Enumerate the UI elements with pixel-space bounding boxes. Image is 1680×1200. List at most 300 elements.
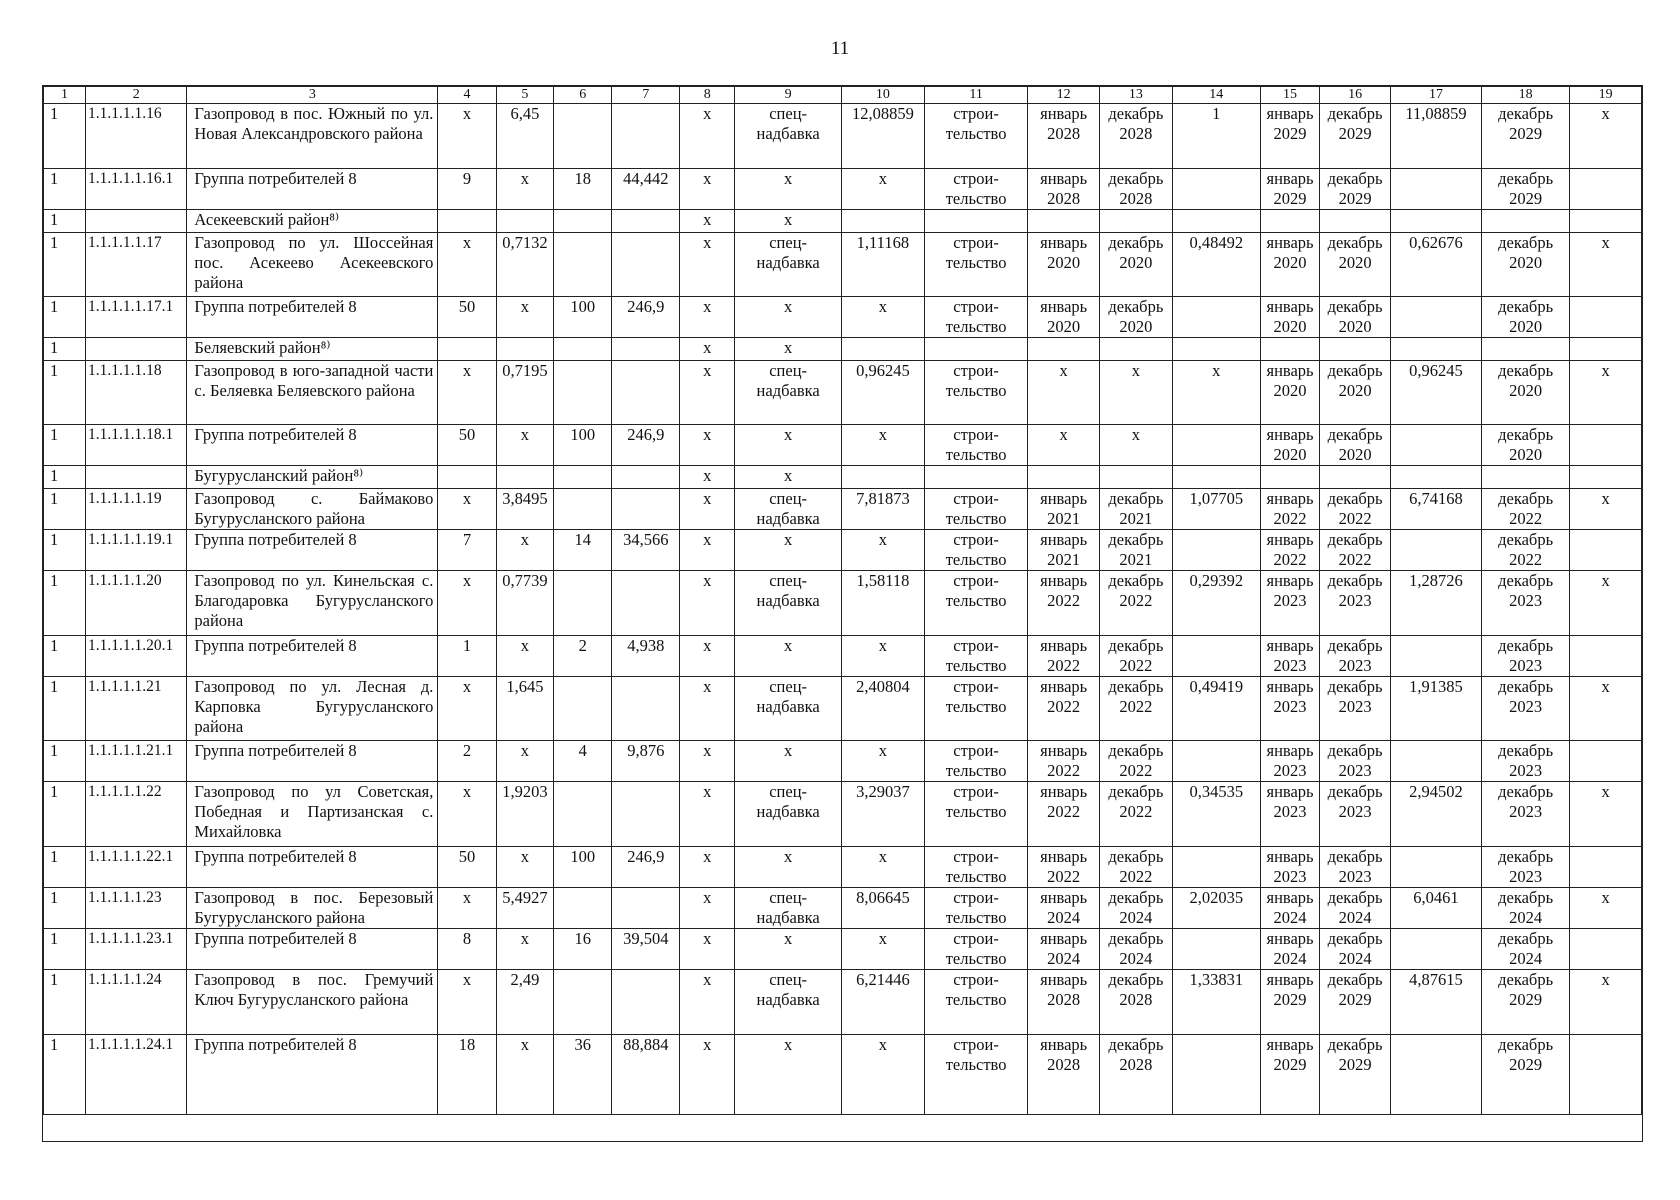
- table-cell: x: [496, 1035, 553, 1115]
- table-cell: [841, 338, 924, 361]
- table-cell: строи-тельство: [924, 489, 1027, 530]
- table-cell: спец-надбавка: [735, 489, 842, 530]
- table-cell: строи-тельство: [924, 677, 1027, 741]
- table-cell: 8: [438, 929, 496, 970]
- table-cell: декабрь 2022: [1100, 571, 1173, 636]
- table-cell: [1320, 338, 1391, 361]
- table-cell: x: [438, 233, 496, 297]
- table-cell: декабрь 2021: [1100, 489, 1173, 530]
- table-cell: 1: [44, 741, 86, 782]
- table-cell: 1: [44, 489, 86, 530]
- column-header-cell: 19: [1570, 87, 1642, 104]
- table-cell: x: [680, 888, 735, 929]
- table-cell: строи-тельство: [924, 970, 1027, 1035]
- table-cell: декабрь 2028: [1100, 1035, 1173, 1115]
- table-cell: январь 2021: [1028, 489, 1100, 530]
- table-cell: 0,7132: [496, 233, 553, 297]
- table-cell: [1482, 466, 1570, 489]
- table-cell: январь 2023: [1260, 782, 1319, 847]
- table-cell: x: [680, 489, 735, 530]
- table-cell: 2,49: [496, 970, 553, 1035]
- table-cell: x: [841, 636, 924, 677]
- table-cell: [1172, 338, 1260, 361]
- table-cell: [1172, 210, 1260, 233]
- table-cell: январь 2022: [1260, 489, 1319, 530]
- table-cell: x: [680, 677, 735, 741]
- table-row: [44, 888, 1642, 929]
- table-cell: x: [438, 970, 496, 1035]
- data-table-frame: [42, 85, 1643, 1142]
- table-cell: 11,08859: [1390, 104, 1481, 169]
- table-cell: [612, 210, 680, 233]
- table-cell: спец-надбавка: [735, 677, 842, 741]
- table-row: [44, 425, 1642, 466]
- table-cell: 88,884: [612, 1035, 680, 1115]
- table-cell: x: [1570, 361, 1642, 425]
- table-cell: x: [1028, 361, 1100, 425]
- table-cell: [85, 466, 186, 489]
- table-cell: x: [1570, 888, 1642, 929]
- table-cell: декабрь 2023: [1482, 677, 1570, 741]
- table-cell: 1: [44, 970, 86, 1035]
- table-cell: [438, 466, 496, 489]
- table-cell: [924, 466, 1027, 489]
- column-header-cell: 3: [187, 87, 438, 104]
- table-row: [44, 233, 1642, 297]
- table-cell: x: [680, 970, 735, 1035]
- table-cell: [496, 338, 553, 361]
- table-cell: 0,34535: [1172, 782, 1260, 847]
- table-cell: декабрь 2029: [1482, 1035, 1570, 1115]
- table-cell: [1570, 929, 1642, 970]
- table-cell: [554, 489, 612, 530]
- table-cell: [1390, 1035, 1481, 1115]
- table-cell: 0,29392: [1172, 571, 1260, 636]
- table-cell: 100: [554, 297, 612, 338]
- table-cell: 1.1.1.1.1.21: [85, 677, 186, 741]
- table-cell: [554, 677, 612, 741]
- table-cell: декабрь 2024: [1482, 888, 1570, 929]
- table-cell: x: [680, 297, 735, 338]
- table-cell: [612, 489, 680, 530]
- table-cell: 1.1.1.1.1.17: [85, 233, 186, 297]
- table-cell: x: [680, 338, 735, 361]
- table-cell: декабрь 2020: [1482, 297, 1570, 338]
- table-cell: [1172, 929, 1260, 970]
- table-cell: x: [496, 425, 553, 466]
- table-cell: 1.1.1.1.1.17.1: [85, 297, 186, 338]
- table-cell: x: [496, 169, 553, 210]
- table-cell: 1: [44, 929, 86, 970]
- table-cell: январь 2022: [1028, 847, 1100, 888]
- table-cell: январь 2028: [1028, 169, 1100, 210]
- table-cell: x: [735, 338, 842, 361]
- table-cell: 1: [44, 169, 86, 210]
- table-cell: x: [438, 489, 496, 530]
- table-cell: Газопровод в пос. Южный по ул. Новая Александровского района: [187, 104, 438, 169]
- table-cell: 0,48492: [1172, 233, 1260, 297]
- table-cell: x: [680, 571, 735, 636]
- table-cell: [496, 210, 553, 233]
- table-cell: [612, 677, 680, 741]
- table-cell: [612, 466, 680, 489]
- table-cell: 16: [554, 929, 612, 970]
- table-cell: x: [1172, 361, 1260, 425]
- table-cell: [1570, 210, 1642, 233]
- table-cell: [1570, 636, 1642, 677]
- table-row: [44, 782, 1642, 847]
- table-cell: [1172, 530, 1260, 571]
- table-row: [44, 489, 1642, 530]
- table-cell: декабрь 2024: [1100, 888, 1173, 929]
- table-cell: 1: [44, 677, 86, 741]
- table-cell: 1.1.1.1.1.18.1: [85, 425, 186, 466]
- table-cell: январь 2022: [1028, 571, 1100, 636]
- table-cell: x: [1028, 425, 1100, 466]
- table-cell: 1: [44, 338, 86, 361]
- table-cell: 1.1.1.1.1.18: [85, 361, 186, 425]
- table-cell: 1: [44, 847, 86, 888]
- column-header-cell: 9: [735, 87, 842, 104]
- table-cell: 1: [44, 530, 86, 571]
- table-cell: строи-тельство: [924, 361, 1027, 425]
- table-cell: 100: [554, 425, 612, 466]
- table-cell: [1570, 1035, 1642, 1115]
- table-cell: 18: [438, 1035, 496, 1115]
- table-row: [44, 571, 1642, 636]
- table-cell: январь 2020: [1028, 233, 1100, 297]
- table-cell: x: [1100, 361, 1173, 425]
- table-cell: [85, 338, 186, 361]
- table-cell: Газопровод по ул. Шоссейная пос. Асекеево Асекеевского района: [187, 233, 438, 297]
- table-cell: январь 2020: [1260, 297, 1319, 338]
- table-cell: декабрь 2020: [1320, 233, 1391, 297]
- table-cell: 0,7739: [496, 571, 553, 636]
- table-cell: [554, 782, 612, 847]
- table-cell: [612, 104, 680, 169]
- table-cell: 1.1.1.1.1.19: [85, 489, 186, 530]
- table-cell: [554, 361, 612, 425]
- table-cell: декабрь 2023: [1320, 741, 1391, 782]
- table-cell: строи-тельство: [924, 104, 1027, 169]
- table-cell: [1260, 338, 1319, 361]
- table-cell: 4,87615: [1390, 970, 1481, 1035]
- table-cell: x: [1570, 104, 1642, 169]
- table-cell: Группа потребителей 8: [187, 297, 438, 338]
- table-cell: [554, 888, 612, 929]
- table-cell: Группа потребителей 8: [187, 636, 438, 677]
- column-header-cell: 4: [438, 87, 496, 104]
- table-cell: Бугурусланский район⁸⁾: [187, 466, 438, 489]
- table-cell: строи-тельство: [924, 888, 1027, 929]
- table-cell: строи-тельство: [924, 297, 1027, 338]
- table-cell: январь 2029: [1260, 169, 1319, 210]
- table-cell: январь 2022: [1028, 636, 1100, 677]
- table-cell: [924, 338, 1027, 361]
- table-cell: 0,49419: [1172, 677, 1260, 741]
- table-cell: [1570, 169, 1642, 210]
- table-cell: январь 2029: [1260, 1035, 1319, 1115]
- table-cell: январь 2023: [1260, 571, 1319, 636]
- table-cell: 50: [438, 425, 496, 466]
- table-cell: 1: [438, 636, 496, 677]
- table-cell: 1: [44, 782, 86, 847]
- table-cell: строи-тельство: [924, 782, 1027, 847]
- table-cell: декабрь 2022: [1100, 677, 1173, 741]
- column-header-cell: 17: [1390, 87, 1481, 104]
- table-cell: декабрь 2023: [1320, 571, 1391, 636]
- table-cell: 4: [554, 741, 612, 782]
- table-cell: x: [496, 847, 553, 888]
- table-cell: Газопровод в юго-западной части с. Беляевка Беляевского района: [187, 361, 438, 425]
- table-cell: декабрь 2028: [1100, 970, 1173, 1035]
- table-cell: [1390, 636, 1481, 677]
- column-header-cell: 2: [85, 87, 186, 104]
- column-header-cell: 10: [841, 87, 924, 104]
- table-cell: 50: [438, 297, 496, 338]
- table-cell: x: [680, 782, 735, 847]
- table-cell: x: [841, 530, 924, 571]
- table-cell: [1570, 847, 1642, 888]
- table-cell: январь 2029: [1260, 970, 1319, 1035]
- table-cell: x: [841, 847, 924, 888]
- table-cell: [1320, 466, 1391, 489]
- table-cell: [1320, 210, 1391, 233]
- table-cell: x: [735, 847, 842, 888]
- table-cell: 2: [554, 636, 612, 677]
- table-cell: 34,566: [612, 530, 680, 571]
- table-cell: x: [1570, 489, 1642, 530]
- table-cell: [1570, 741, 1642, 782]
- table-cell: x: [680, 1035, 735, 1115]
- table-cell: x: [680, 847, 735, 888]
- table-cell: декабрь 2022: [1482, 530, 1570, 571]
- table-cell: 1.1.1.1.1.23: [85, 888, 186, 929]
- table-cell: 1: [44, 210, 86, 233]
- table-cell: декабрь 2020: [1320, 425, 1391, 466]
- table-cell: Газопровод по ул. Кинельская с. Благодаровка Бугурусланского района: [187, 571, 438, 636]
- table-row: [44, 104, 1642, 169]
- table-cell: спец-надбавка: [735, 571, 842, 636]
- table-cell: [612, 782, 680, 847]
- column-header-cell: 8: [680, 87, 735, 104]
- table-cell: 7,81873: [841, 489, 924, 530]
- table-cell: декабрь 2023: [1320, 847, 1391, 888]
- table-cell: [438, 338, 496, 361]
- table-cell: [1172, 425, 1260, 466]
- table-cell: 7: [438, 530, 496, 571]
- table-row: [44, 636, 1642, 677]
- table-cell: декабрь 2029: [1482, 104, 1570, 169]
- column-header-cell: 7: [612, 87, 680, 104]
- table-cell: x: [680, 530, 735, 571]
- table-cell: 18: [554, 169, 612, 210]
- table-cell: январь 2022: [1260, 530, 1319, 571]
- table-cell: январь 2022: [1028, 677, 1100, 741]
- table-cell: x: [735, 636, 842, 677]
- table-cell: [85, 210, 186, 233]
- table-row: [44, 741, 1642, 782]
- table-cell: [1260, 210, 1319, 233]
- table-cell: 1.1.1.1.1.19.1: [85, 530, 186, 571]
- table-cell: x: [680, 104, 735, 169]
- table-cell: x: [438, 571, 496, 636]
- table-cell: [1570, 530, 1642, 571]
- table-cell: декабрь 2023: [1320, 677, 1391, 741]
- table-cell: строи-тельство: [924, 425, 1027, 466]
- table-cell: x: [735, 741, 842, 782]
- table-cell: x: [680, 233, 735, 297]
- table-cell: [612, 233, 680, 297]
- table-cell: строи-тельство: [924, 741, 1027, 782]
- table-row: [44, 970, 1642, 1035]
- table-cell: 39,504: [612, 929, 680, 970]
- table-cell: декабрь 2022: [1320, 489, 1391, 530]
- table-cell: строи-тельство: [924, 571, 1027, 636]
- table-cell: [1570, 466, 1642, 489]
- table-cell: 1: [44, 466, 86, 489]
- table-cell: 1.1.1.1.1.20: [85, 571, 186, 636]
- table-cell: январь 2021: [1028, 530, 1100, 571]
- table-cell: декабрь 2029: [1320, 970, 1391, 1035]
- table-cell: x: [735, 210, 842, 233]
- table-cell: строи-тельство: [924, 1035, 1027, 1115]
- table-cell: 0,96245: [841, 361, 924, 425]
- column-header-cell: 13: [1100, 87, 1173, 104]
- table-cell: декабрь 2022: [1100, 782, 1173, 847]
- table-cell: Группа потребителей 8: [187, 530, 438, 571]
- table-cell: 6,0461: [1390, 888, 1481, 929]
- table-cell: [1482, 210, 1570, 233]
- table-cell: январь 2022: [1028, 782, 1100, 847]
- table-cell: 44,442: [612, 169, 680, 210]
- table-cell: Газопровод с. Баймаково Бугурусланского района: [187, 489, 438, 530]
- table-cell: 1: [44, 1035, 86, 1115]
- table-cell: декабрь 2029: [1320, 104, 1391, 169]
- table-cell: [841, 210, 924, 233]
- table-cell: спец-надбавка: [735, 888, 842, 929]
- table-cell: x: [841, 169, 924, 210]
- table-cell: декабрь 2023: [1482, 782, 1570, 847]
- table-row: [44, 361, 1642, 425]
- table-cell: январь 2020: [1260, 425, 1319, 466]
- table-cell: 3,8495: [496, 489, 553, 530]
- table-cell: [1390, 338, 1481, 361]
- table-cell: 2: [438, 741, 496, 782]
- table-cell: 50: [438, 847, 496, 888]
- table-cell: [612, 970, 680, 1035]
- table-cell: 3,29037: [841, 782, 924, 847]
- table-cell: январь 2023: [1260, 847, 1319, 888]
- table-cell: январь 2028: [1028, 970, 1100, 1035]
- table-cell: 1.1.1.1.1.16: [85, 104, 186, 169]
- table-cell: декабрь 2020: [1100, 233, 1173, 297]
- table-cell: x: [680, 425, 735, 466]
- table-cell: декабрь 2023: [1320, 636, 1391, 677]
- table-row: [44, 466, 1642, 489]
- table-cell: 1,07705: [1172, 489, 1260, 530]
- table-row: [44, 530, 1642, 571]
- column-header-cell: 18: [1482, 87, 1570, 104]
- table-cell: декабрь 2022: [1100, 741, 1173, 782]
- table-cell: 1: [1172, 104, 1260, 169]
- table-cell: 1,91385: [1390, 677, 1481, 741]
- table-cell: x: [496, 929, 553, 970]
- column-header-cell: 6: [554, 87, 612, 104]
- table-cell: декабрь 2022: [1320, 530, 1391, 571]
- table-cell: декабрь 2022: [1482, 489, 1570, 530]
- table-cell: январь 2028: [1028, 104, 1100, 169]
- table-cell: 1: [44, 297, 86, 338]
- table-cell: [1482, 338, 1570, 361]
- table-cell: Беляевский район⁸⁾: [187, 338, 438, 361]
- page-number: 11: [830, 38, 850, 59]
- table-cell: 14: [554, 530, 612, 571]
- table-cell: x: [680, 169, 735, 210]
- table-cell: [1172, 466, 1260, 489]
- table-cell: январь 2022: [1028, 741, 1100, 782]
- table-cell: [554, 210, 612, 233]
- table-cell: декабрь 2020: [1482, 233, 1570, 297]
- table-cell: 1: [44, 104, 86, 169]
- table-cell: [554, 466, 612, 489]
- table-cell: 6,21446: [841, 970, 924, 1035]
- table-cell: январь 2024: [1260, 888, 1319, 929]
- table-cell: 1,28726: [1390, 571, 1481, 636]
- table-cell: 0,7195: [496, 361, 553, 425]
- table-cell: Газопровод в пос. Березовый Бугурусланского района: [187, 888, 438, 929]
- table-cell: [1172, 169, 1260, 210]
- table-cell: декабрь 2020: [1320, 297, 1391, 338]
- table-cell: [1100, 338, 1173, 361]
- table-cell: [1172, 741, 1260, 782]
- table-cell: x: [841, 741, 924, 782]
- table-cell: [1172, 636, 1260, 677]
- table-cell: [1390, 466, 1481, 489]
- table-cell: 2,40804: [841, 677, 924, 741]
- table-cell: x: [1570, 571, 1642, 636]
- table-cell: x: [496, 636, 553, 677]
- table-cell: спец-надбавка: [735, 970, 842, 1035]
- table-cell: [554, 970, 612, 1035]
- table-cell: Группа потребителей 8: [187, 929, 438, 970]
- table-cell: спец-надбавка: [735, 104, 842, 169]
- table-cell: Группа потребителей 8: [187, 741, 438, 782]
- table-cell: [1028, 338, 1100, 361]
- table-cell: 1.1.1.1.1.22: [85, 782, 186, 847]
- table-cell: 2,02035: [1172, 888, 1260, 929]
- table-cell: спец-надбавка: [735, 361, 842, 425]
- table-row: [44, 338, 1642, 361]
- table-cell: 1: [44, 361, 86, 425]
- table-cell: Газопровод в пос. Гремучий Ключ Бугурусланского района: [187, 970, 438, 1035]
- table-cell: 6,74168: [1390, 489, 1481, 530]
- table-cell: [1570, 338, 1642, 361]
- table-cell: декабрь 2020: [1482, 361, 1570, 425]
- column-header-cell: 5: [496, 87, 553, 104]
- table-cell: x: [438, 888, 496, 929]
- table-cell: [1172, 297, 1260, 338]
- column-header-row: [44, 87, 1642, 104]
- table-cell: 1,9203: [496, 782, 553, 847]
- table-cell: 1,11168: [841, 233, 924, 297]
- table-cell: x: [735, 929, 842, 970]
- table-cell: Газопровод по ул. Лесная д. Карповка Бугурусланского района: [187, 677, 438, 741]
- table-cell: x: [496, 530, 553, 571]
- table-cell: [1028, 210, 1100, 233]
- table-cell: декабрь 2023: [1482, 847, 1570, 888]
- table-cell: x: [841, 297, 924, 338]
